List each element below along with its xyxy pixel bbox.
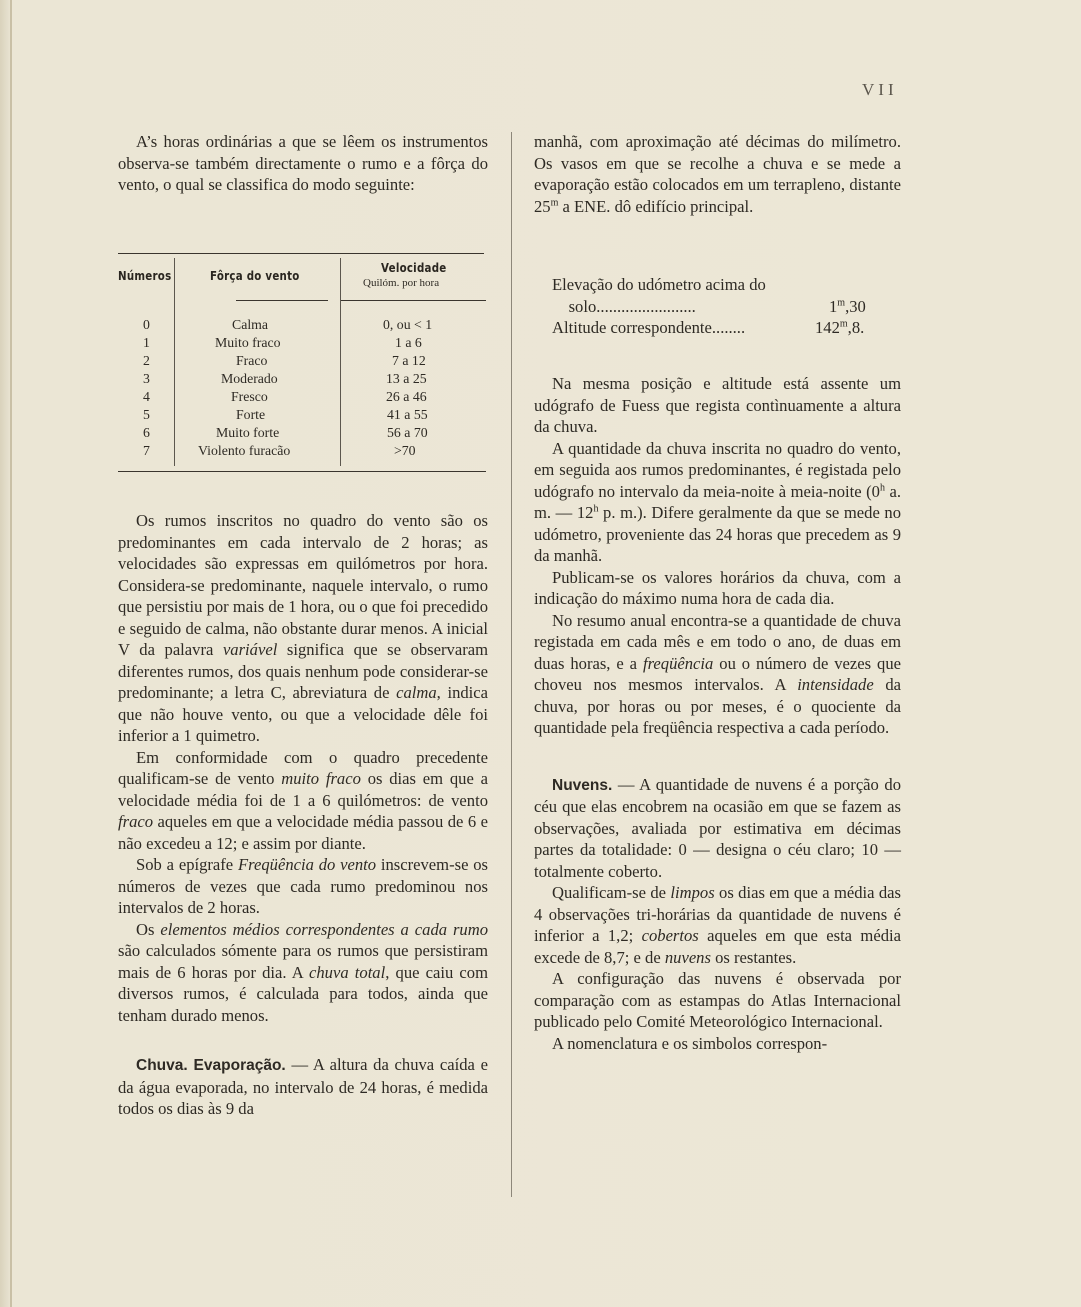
- paragraph-udografo: Na mesma posição e altitude está assente um udógrafo de Fuess que regista contìnuamente a altura da chuva.: [534, 374, 901, 436]
- scanned-page: VII A’s horas ordinárias a que se lêem os instrumentos observa-se também directamente o rumo e a fôrça do vento, o qual se classifica do modo seguinte: Números Fôrça do vento Velocidade Quilóm. por hora 0 Calma 0, ou < 1 1 Muito fraco 1 a 6 2 Fraco 7 a 12 3 Moderado 13 a 25 4 Fresco 26 a 46 5 Forte 41 a 55 6 Muito forte 56 a 70 7 Violento furacão >70 Os rumos inscritos no quadro do vento são os predominantes em cada intervalo de 2 horas; as velocidades são expressas em quilómetros por hora. Considera-se predominante, naquele intervalo, o rumo que persistiu por mais de 1 hora, ou o que foi precedido e seguido de calma, não obstante durar menos. A inicial V da palavra variável significa que se observaram diferentes rumos, dos quais nenhum pode considerar-se predominante; a letra C, abreviatura de calma, indica que não houve vento, ou que a velocidade dêle foi inferior a 1 quimetro. Em conformidade com o quadro precedente qualificam-se de vento muito fraco os dias em que a velocidade média foi de 1 a 6 quilómetros: de vento fraco aqueles em que a velocidade média passou de 6 e não excedeu a 12; e assim por diante. Sob a epígrafe Freqüência do vento inscrevem-se os números de vezes que cada rumo predominou nos intervalos de 2 horas. Os elementos médios correspondentes a cada rumo são calculados sómente para os rumos que persistiram mais de 6 horas por dia. A chuva total, que caiu com diversos rumos, é calculada para todos, ainda que tenham durado menos. Chuva. Evaporação. — A altura da chuva caída e da água evaporada, no intervalo de 24 horas, é medida todos os dias às 9 da manhã, com aproximação até décimas do milímetro. Os vasos em que se recolhe a chuva e se mede a evaporação estão colocados em um terrapleno, distante 25$^m$ a ENE. dô edifício principal. Elevação do udómetro acima do solo........................ 1$^m$,30 Altitude correspondente........ 142$^m$,8. Na mesma posição e altitude está assente um udógrafo de Fuess que regista contìnuamente a altura da chuva. A quantidade da chuva inscrita no quadro do vento, em seguida aos rumos predominantes, é registada pelo udógrafo no intervalo da meia-noite à meia-noite (0$^h$ a. m. — 12$^h$ p. m.). Difere geralmente da que se mede no udómetro, proveniente das 24 horas que precedem as 9 da manhã. Publicam-se os valores horários da chuva, com a indicação do máximo numa hora de cada dia. No resumo anual encontra-se a quantidade de chuva registada em cada mês e em todo o ano, de duas em duas horas, e a freqüência ou o número de vezes que choveu nos mesmos intervalos. A intensidade da chuva, por horas ou por meses, é o quociente da quantidade pela freqüência respectiva a cada período. Nuvens. — A quantidade de nuvens é a porção do céu que elas encobrem na ocasião em que se fazem as observações, avaliada por estimativa em décimas partes da totalidade: 0 — designa o céu claro; 10 — totalmente coberto. Qualificam-se de limpos os dias em que a média das 4 observações tri-horárias da quantidade de nuvens é inferior a 1,2; cobertos aqueles em que esta média excede de 8,7; e de nuvens os restantes. A configuração das nuvens é observada por comparação com as estampas do Atlas Internacional publicado pelo Comité Meteorológico Internacional. A nomenclatura e os simbolos correspon-: [0, 0, 1081, 1307]
- udometro-value-solo: 1$^m$,30: [829, 297, 866, 316]
- paragraph-chuva: Chuva. Evaporação. — A altura da chuva caída e da água evaporada, no intervalo de 24 horas, é medida todos os dias às 9 da: [118, 1055, 488, 1118]
- paragraph-frequencia: Sob a epígrafe Freqüência do vento inscrevem-se os números de vezes que cada rumo predominou nos intervalos de 2 horas.: [118, 855, 489, 917]
- udometro-line-2: solo........................: [568, 297, 696, 316]
- right-continuation: [534, 131, 901, 217]
- udometro-line-3: Altitude correspondente........: [552, 318, 746, 337]
- udometro-line-1: Elevação do udómetro acima do: [552, 275, 766, 294]
- paragraph-quantidade: A quantidade da chuva inscrita no quadro do vento, em seguida aos rumos predominantes, é registada pelo udógrafo no intervalo da meia-noite à meia-noite (0$^h$ a. m. — 12$^h$ p. m.). Difere geralmente da que se mede no udómetro, proveniente das 24 horas que precedem as 9 da manhã.: [534, 438, 901, 565]
- column-divider: [511, 132, 512, 1197]
- page-number: VII: [862, 80, 898, 99]
- paragraph-resumo: No resumo anual encontra-se a quantidade de chuva registada em cada mês e em todo o ano, de duas em duas horas, e a freqüência ou o número de vezes que choveu nos mesmos intervalos. A intensidade da chuva, por horas ou por meses, é o quociente da quantidade pela freqüência respectiva a cada período.: [534, 610, 901, 737]
- paragraph-horarios: Publicam-se os valores horários da chuva, com a indicação do máximo numa hora de cada dia.: [534, 567, 901, 608]
- page-spine-edge: [10, 0, 12, 1307]
- table-vline-1: [174, 258, 175, 466]
- header-numeros: Números: [118, 268, 172, 283]
- right-body: [534, 373, 901, 1054]
- table-vline-2: [340, 258, 341, 466]
- header-forca: Fôrça do vento: [210, 268, 300, 283]
- table-top-rule: [118, 253, 484, 254]
- paragraph-elementos: Os elementos médios correspondentes a cada rumo são calculados sómente para os rumos que persistiram mais de 6 horas por dia. A chuva total, que caiu com diversos rumos, é calculada para todos, ainda que tenham durado menos.: [118, 919, 488, 1025]
- left-body: [118, 510, 488, 1120]
- heading-nuvens: Nuvens.: [552, 776, 613, 794]
- header-mid-rule: [236, 300, 328, 301]
- header-right-rule: [340, 300, 486, 301]
- paragraph-limpos: Qualificam-se de limpos os dias em que a média das 4 observações tri-horárias da quantidade de nuvens é inferior a 1,2; cobertos aqueles em que esta média excede de 8,7; e de nuvens os restantes.: [534, 883, 901, 967]
- paragraph-continuation: manhã, com aproximação até décimas do milímetro. Os vasos em que se recolhe a chuva e se mede a evaporação estão colocados em um terrapleno, distante 25$^m$ a ENE. dô edifício principal.: [534, 132, 901, 216]
- table-bottom-rule: [118, 471, 486, 472]
- paragraph-nomenclatura: A nomenclatura e os simbolos correspon-: [552, 1033, 828, 1053]
- intro-text: A’s horas ordinárias a que se lêem os instrumentos observa-se também directamente o rumo e a fôrça do vento, o qual se classifica do modo seguinte:: [118, 132, 488, 194]
- paragraph-conformidade: Em conformidade com o quadro precedente qualificam-se de vento muito fraco os dias em que a velocidade média foi de 1 a 6 quilómetros: de vento fraco aqueles em que a velocidade média passou de 6 e não excedeu a 12; e assim por diante.: [118, 747, 488, 853]
- header-velocidade-unit: Quilóm. por hora: [363, 277, 440, 289]
- udometro-value-altitude: 142$^m$,8.: [815, 318, 865, 337]
- paragraph-configuracao: A configuração das nuvens é observada por comparação com as estampas do Atlas Internacional publicado pelo Comité Meteorológico Internacional.: [534, 969, 901, 1031]
- header-velocidade: Velocidade: [381, 260, 447, 275]
- heading-chuva: Chuva. Evaporação.: [136, 1057, 286, 1074]
- paragraph-nuvens: Nuvens. — A quantidade de nuvens é a porção do céu que elas encobrem na ocasião em que se fazem as observações, avaliada por estimativa em décimas partes da totalidade: 0 — designa o céu claro; 10 — totalmente coberto.: [534, 774, 901, 881]
- paragraph-rumos: Os rumos inscritos no quadro do vento são os predominantes em cada intervalo de 2 horas; as velocidades são expressas em quilómetros por hora. Considera-se predominante, naquele intervalo, o rumo que persistiu por mais de 1 hora, ou o que foi precedido e seguido de calma, não obstante durar menos. A inicial V da palavra variável significa que se observaram diferentes rumos, dos quais nenhum pode considerar-se predominante; a letra C, abreviatura de calma, indica que não houve vento, ou que a velocidade dêle foi inferior a 1 quimetro.: [118, 511, 488, 745]
- intro-paragraph: [118, 131, 488, 196]
